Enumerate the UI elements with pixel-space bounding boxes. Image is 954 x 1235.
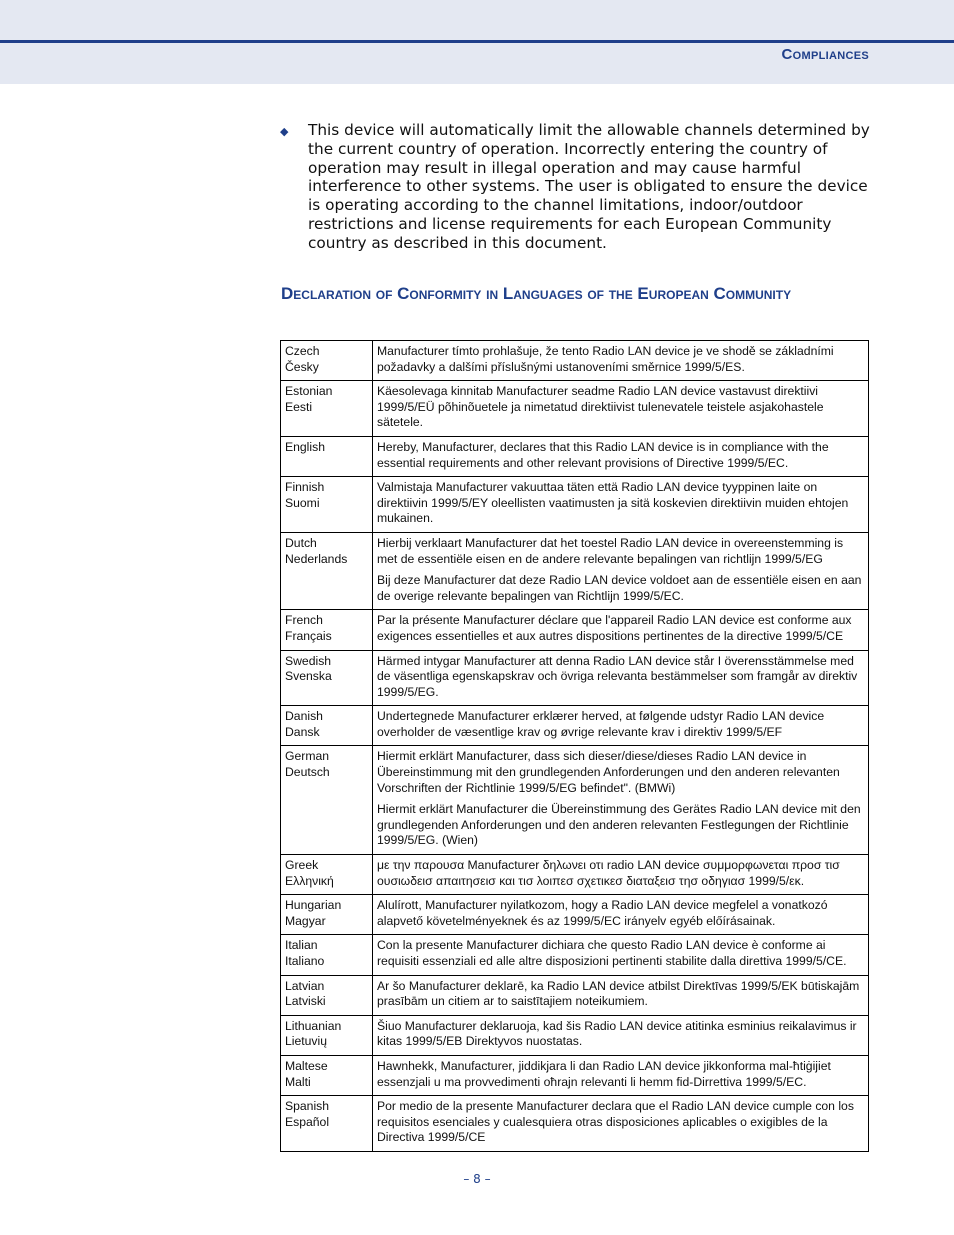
- section-heading: Declaration of Conformity in Languages of the European Community: [281, 284, 792, 303]
- table-row: [281, 477, 869, 533]
- declaration-text: Bij deze Manufacturer dat deze Radio LAN device voldoet aan de essentiële eisen en aan de overige relevante bepalingen van Richtlijn 1999/5/EC.: [377, 573, 862, 603]
- declaration-text: Par la présente Manufacturer déclare que l'appareil Radio LAN device est conforme aux exigences essentielles et aux autres dispositions pertinentes de la directive 1999/5/CE: [377, 613, 852, 643]
- declaration-text: Manufacturer tímto prohlašuje, že tento Radio LAN device je ve shodě se základními požadavky a dalšími příslušnými ustanoveními směrnice 1999/5/ES.: [377, 344, 834, 374]
- table-row: [281, 895, 869, 935]
- language-name: Greek: [285, 858, 319, 873]
- declaration-cell: [373, 610, 869, 650]
- language-cell: [281, 381, 373, 437]
- language-name: Lithuanian: [285, 1018, 342, 1033]
- header-rule: [0, 40, 954, 43]
- language-cell: [281, 746, 373, 855]
- language-name: Spanish: [285, 1099, 330, 1114]
- language-native-name: Français: [285, 628, 332, 643]
- language-cell: [281, 706, 373, 746]
- declaration-text: Valmistaja Manufacturer vakuuttaa täten että Radio LAN device tyyppinen laite on direktiivin 1999/5/EY oleellisten vaatimusten ja sitä koskevien direktiivin muiden ehtojen mukainen.: [377, 480, 849, 526]
- declaration-text: Käesolevaga kinnitab Manufacturer seadme Radio LAN device vastavust direktiivi 1999/5/EÜ põhinõuetele ja nimetatud direktiivist tulenevatele teistele asjakohastele sätetele.: [377, 384, 824, 430]
- declaration-text: Hierbij verklaart Manufacturer dat het toestel Radio LAN device in overeenstemming is met de essentiële eisen en de andere relevante bepalingen van richtlijn 1999/5/EG: [377, 535, 844, 566]
- declaration-cell: [373, 746, 869, 855]
- language-name: Latvian: [285, 978, 325, 993]
- language-cell: [281, 895, 373, 935]
- declaration-cell: [373, 935, 869, 975]
- running-head: Compliances: [781, 46, 869, 63]
- declaration-table-body: [281, 341, 869, 1152]
- bullet-text: This device will automatically limit the allowable channels determined by the current country of operation. Incorrectly entering the country of operation may result in illegal operation and may cause harmful interference to other systems. The user is obligated to ensure the device is operating according to the channel limitations, indoor/outdoor restrictions and license requirements for each European Community country as described in this document.: [308, 121, 870, 252]
- language-cell: [281, 477, 373, 533]
- declaration-cell: [373, 532, 869, 609]
- language-cell: [281, 610, 373, 650]
- table-row: [281, 341, 869, 381]
- declaration-cell: [373, 975, 869, 1015]
- language-name: Danish: [285, 709, 323, 724]
- language-cell: [281, 436, 373, 476]
- language-cell: [281, 1055, 373, 1095]
- table-row: [281, 436, 869, 476]
- page-number: [0, 1172, 954, 1186]
- declaration-text: Undertegnede Manufacturer erklærer herved, at følgende udstyr Radio LAN device overholder de væsentlige krav og øvrige relevante krav i direktiv 1999/5/EF: [377, 709, 825, 739]
- language-native-name: Česky: [285, 359, 319, 374]
- language-native-name: Latviski: [285, 994, 326, 1009]
- language-native-name: Español: [285, 1114, 330, 1129]
- language-name: French: [285, 613, 323, 628]
- language-native-name: Malti: [285, 1074, 311, 1089]
- declaration-cell: [373, 341, 869, 381]
- language-cell: [281, 650, 373, 706]
- declaration-cell: [373, 1096, 869, 1152]
- language-native-name: Nederlands: [285, 551, 348, 566]
- bullet-paragraph: [280, 121, 870, 253]
- declaration-text: Hawnhekk, Manufacturer, jiddikjara li dan Radio LAN device jikkonforma mal-ħtiġijiet essenzjali u ma provvedimenti oħrajn relevanti li hemm fid-Dirrettiva 1999/5/EC.: [377, 1058, 831, 1089]
- table-row: [281, 1096, 869, 1152]
- language-native-name: Lietuvių: [285, 1034, 328, 1049]
- table-row: [281, 610, 869, 650]
- declaration-text: Šiuo Manufacturer deklaruoja, kad šis Radio LAN device atitinka esminius reikalavimus ir kitas 1999/5/EB Direktyvos nuostatas.: [377, 1018, 857, 1049]
- declaration-text: Hereby, Manufacturer, declares that this Radio LAN device is in compliance with the essential requirements and other relevant provisions of Directive 1999/5/EC.: [377, 439, 829, 470]
- declaration-cell: [373, 650, 869, 706]
- language-name: Dutch: [285, 535, 317, 550]
- language-name: Finnish: [285, 480, 325, 495]
- table-row: [281, 975, 869, 1015]
- table-row: [281, 706, 869, 746]
- language-cell: [281, 975, 373, 1015]
- table-row: [281, 1055, 869, 1095]
- declaration-text: Ar šo Manufacturer deklarē, ka Radio LAN device atbilst Direktīvas 1999/5/EK būtiskajām prasībām un citiem ar to saistītajiem noteikumiem.: [377, 978, 860, 1009]
- language-cell: [281, 1015, 373, 1055]
- table-row: [281, 855, 869, 895]
- declaration-cell: [373, 1015, 869, 1055]
- language-native-name: Dansk: [285, 724, 320, 739]
- language-native-name: Deutsch: [285, 765, 330, 780]
- language-name: Maltese: [285, 1058, 328, 1073]
- language-name: Estonian: [285, 384, 333, 399]
- declaration-text: Por medio de la presente Manufacturer declara que el Radio LAN device cumple con los requisitos esenciales y cualesquiera otras disposiciones aplicables o exigibles de la Directiva 1999/5/CE: [377, 1099, 854, 1145]
- language-cell: [281, 1096, 373, 1152]
- declaration-cell: [373, 895, 869, 935]
- declaration-text: Hiermit erklärt Manufacturer die Übereinstimmung des Gerätes Radio LAN device mit den grundlegenden Anforderungen und den anderen relevanten Festlegungen der Richtlinie 1999/5/EG. (Wien): [377, 802, 861, 848]
- language-cell: [281, 341, 373, 381]
- table-row: [281, 532, 869, 609]
- declaration-text: Hiermit erklärt Manufacturer, dass sich dieser/diese/dieses Radio LAN device in Übereinstimmung mit den grundlegenden Anforderungen und den anderen relevanten Vorschriften der Richtlinie 1999/5/EG befindet". (BMWi): [377, 749, 840, 795]
- declaration-text: Alulírott, Manufacturer nyilatkozom, hogy a Radio LAN device megfelel a vonatkozó alapvető követelményeknek és az 1999/5/EC irányelv egyéb előírásainak.: [377, 898, 828, 928]
- language-name: Swedish: [285, 653, 332, 668]
- language-cell: [281, 855, 373, 895]
- language-name: Hungarian: [285, 898, 342, 913]
- declaration-cell: [373, 381, 869, 437]
- table-row: [281, 935, 869, 975]
- language-native-name: Suomi: [285, 495, 320, 510]
- language-native-name: Magyar: [285, 913, 326, 928]
- language-name: Czech: [285, 344, 320, 358]
- language-native-name: Ελληνική: [285, 873, 334, 888]
- language-native-name: Italiano: [285, 954, 325, 968]
- language-name: English: [285, 439, 325, 454]
- table-row: [281, 650, 869, 706]
- language-name: Italian: [285, 938, 318, 953]
- declaration-text: Con la presente Manufacturer dichiara che questo Radio LAN device è conforme ai requisiti essenziali ed alle altre disposizioni pertinenti stabilite dalla direttiva 1999/5/CE.: [377, 938, 847, 968]
- declaration-table: [280, 340, 869, 1152]
- declaration-cell: [373, 477, 869, 533]
- language-cell: [281, 532, 373, 609]
- language-cell: [281, 935, 373, 975]
- language-native-name: Svenska: [285, 669, 332, 684]
- diamond-bullet-icon: ◆: [280, 125, 289, 138]
- table-row: [281, 381, 869, 437]
- declaration-text: με την παρουσα Manufacturer δηλωνει οτι radio LAN device συμμορφωνεται προσ τισ ουσιωδεισ απαιτησεισ και τισ λοιπεσ σχετικεσ διαταξεισ τησ οδηγιασ 1999/5/εκ.: [377, 858, 840, 888]
- table-row: [281, 746, 869, 855]
- language-name: German: [285, 749, 330, 764]
- table-row: [281, 1015, 869, 1055]
- declaration-text: Härmed intygar Manufacturer att denna Radio LAN device står I överensstämmelse med de väsentliga egenskapskrav och övriga relevanta bestämmelser som framgår av direktiv 1999/5/EG.: [377, 653, 858, 699]
- declaration-cell: [373, 706, 869, 746]
- declaration-cell: [373, 855, 869, 895]
- declaration-cell: [373, 1055, 869, 1095]
- language-native-name: Eesti: [285, 399, 313, 414]
- declaration-cell: [373, 436, 869, 476]
- page-number-text: – 8 –: [463, 1172, 491, 1186]
